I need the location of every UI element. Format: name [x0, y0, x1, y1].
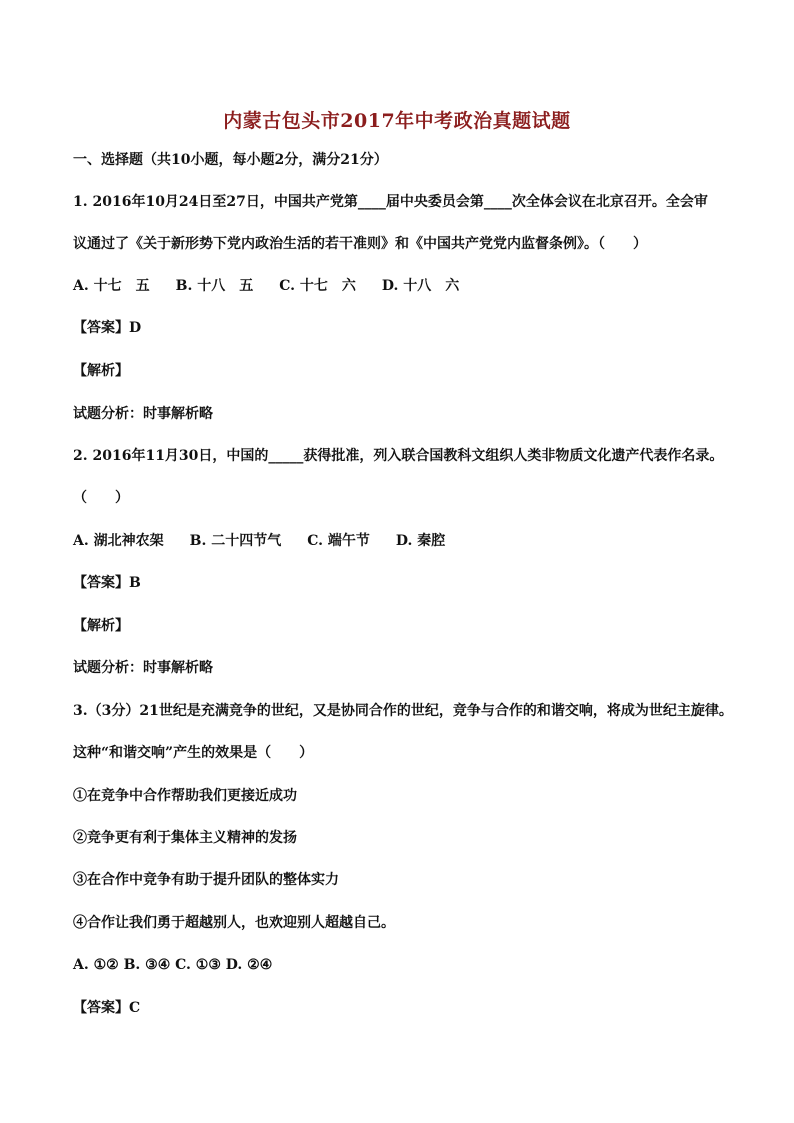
q1-analysis: 试题分析：时事解析略	[73, 406, 213, 422]
q2-answer: 【答案】B	[73, 575, 141, 591]
section-heading: 一、选择题（共10小题，每小题2分，满分21分）	[73, 152, 388, 168]
q1-stem-line2: 议通过了《关于新形势下党内政治生活的若干准则》和《中国共产党党内监督条例》。（ ）	[73, 236, 647, 252]
q2-stem-line1: 2. 2016年11月30日，中国的_____获得批准，列入联合国教科文组织人类非物质文化遗产代表作名录。	[73, 448, 724, 464]
q1-analysis-label: 【解析】	[73, 363, 129, 379]
q2-option-c: C. 端午节	[307, 533, 370, 549]
q1-option-a: A. 十七 五	[73, 278, 150, 294]
document-title: 内蒙古包头市2017年中考政治真题试题	[223, 110, 571, 132]
q2-option-d: D. 秦腔	[395, 533, 446, 549]
q3-stem-line2: 这种“和谐交响”产生的效果是（ ）	[73, 745, 314, 761]
q1-option-b: B. 十八 五	[175, 278, 254, 294]
q2-analysis-label: 【解析】	[73, 618, 129, 634]
q3-item-4: ④合作让我们勇于超越别人，也欢迎别人超越自己。	[73, 915, 395, 931]
q2-analysis: 试题分析：时事解析略	[73, 660, 213, 676]
q3-answer: 【答案】C	[73, 1000, 141, 1016]
q1-options	[73, 276, 733, 296]
q3-item-3: ③在合作中竞争有助于提升团队的整体实力	[73, 872, 339, 888]
q1-answer: 【答案】D	[73, 320, 142, 336]
q1-stem-line1: 1. 2016年10月24日至27日，中国共产党第____届中央委员会第____次全体会议在北京召开。全会审	[73, 194, 708, 210]
q2-options	[73, 531, 733, 551]
q3-stem-line1: 3.（3分）21世纪是充满竞争的世纪，又是协同合作的世纪，竞争与合作的和谐交响，将成为世纪主旋律。	[73, 703, 733, 719]
q2-option-a: A. 湖北神农架	[73, 533, 164, 549]
q3-item-2: ②竞争更有利于集体主义精神的发扬	[73, 830, 297, 846]
q2-option-b: B. 二十四节气	[189, 533, 282, 549]
q3-item-1: ①在竞争中合作帮助我们更接近成功	[73, 788, 297, 804]
q2-stem-line2: （ ）	[73, 490, 129, 506]
q1-option-c: C. 十七 六	[279, 278, 356, 294]
q3-options: A. ①② B. ③④ C. ①③ D. ②④	[73, 957, 273, 973]
q1-option-d: D. 十八 六	[381, 278, 460, 294]
